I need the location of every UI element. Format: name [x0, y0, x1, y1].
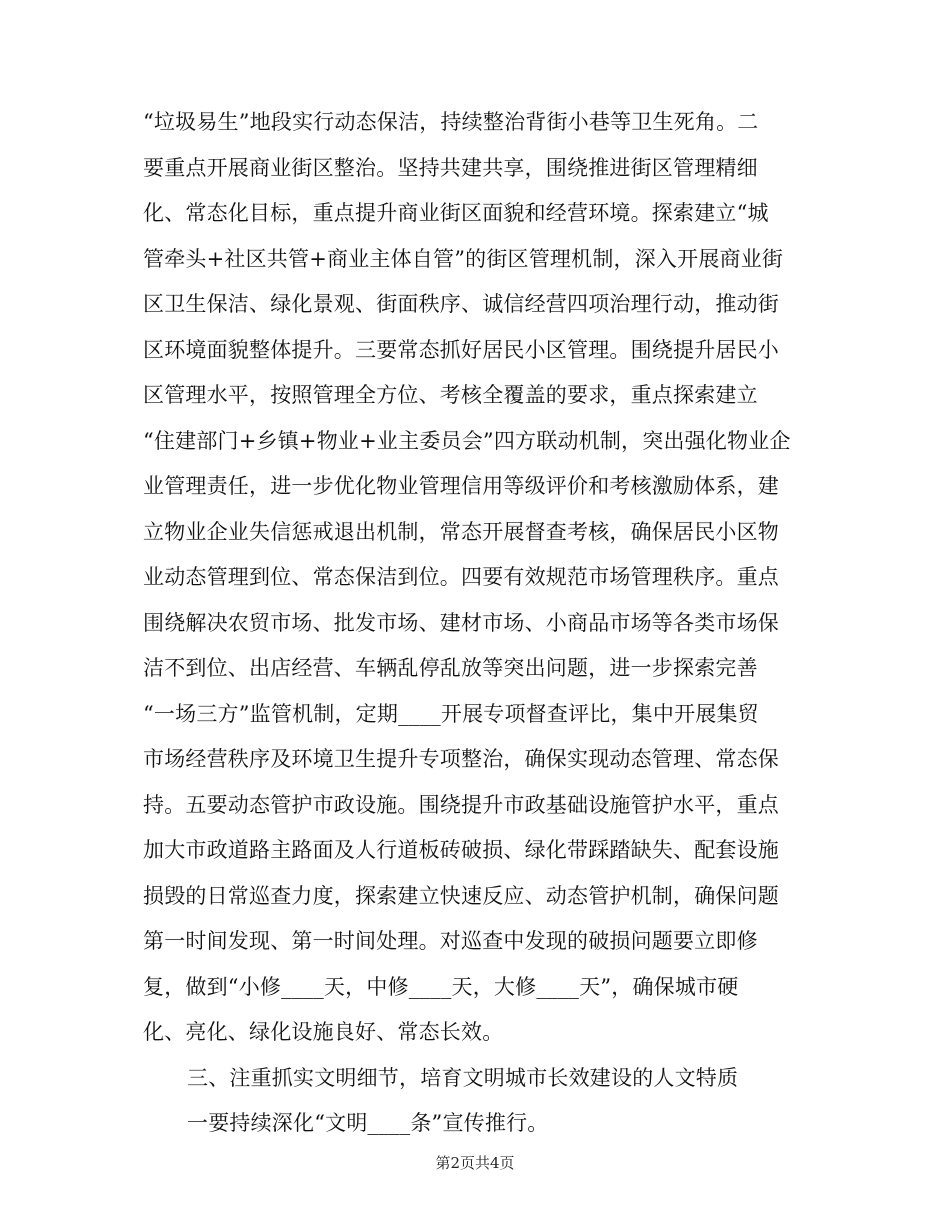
paragraph-line: 立物业企业失信惩戒退出机制，常态开展督查考核，确保居民小区物 [143, 519, 779, 544]
paragraph-line: “垃圾易生”地段实行动态保洁，持续整治背街小巷等卫生死角。二 [143, 110, 759, 134]
paragraph-line: 复，做到“小修____天，中修____天，大修____天”，确保城市硬 [143, 974, 739, 999]
paragraph-line: 管牵头+社区共管+商业主体自管”的街区管理机制，深入开展商业街 [143, 246, 784, 271]
paragraph-line: 区卫生保洁、绿化景观、街面秩序、诚信经营四项治理行动，推动街 [143, 292, 779, 316]
paragraph-line: 围绕解决农贸市场、批发市场、建材市场、小商品市场等各类市场保 [143, 610, 779, 635]
paragraph-line: 第一时间发现、第一时间处理。对巡查中发现的破损问题要立即修 [143, 929, 758, 953]
paragraph-line: “一场三方”监管机制，定期____开展专项督查评比，集中开展集贸 [143, 701, 759, 726]
paragraph-line: 市场经营秩序及环境卫生提升专项整治，确保实现动态管理、常态保 [143, 747, 779, 771]
paragraph-line: “住建部门+乡镇+物业+业主委员会”四方联动机制，突出强化物业企 [143, 428, 791, 453]
document-body [143, 100, 823, 1147]
paragraph-line: 加大市政道路主路面及人行道板砖破损、绿化带踩踏缺失、配套设施 [143, 838, 779, 862]
paragraph-line: 持。五要动态管护市政设施。围绕提升市政基础设施管护水平，重点 [143, 792, 779, 817]
paragraph-line: 要重点开展商业街区整治。坚持共建共享，围绕推进街区管理精细 [143, 155, 758, 180]
paragraph-line: 洁不到位、出店经营、车辆乱停乱放等突出问题，进一步探索完善 [143, 656, 758, 680]
section-heading: 三、注重抓实文明细节，培育文明城市长效建设的人文特质 [187, 1065, 739, 1090]
page-number-footer: 第2页共4页 [435, 1154, 515, 1172]
paragraph-line: 化、常态化目标，重点提升商业街区面貌和经营环境。探索建立“城 [143, 201, 769, 225]
paragraph-line: 一要持续深化“文明____条”宣传推行。 [187, 1111, 549, 1135]
paragraph-line: 业管理责任，进一步优化物业管理信用等级评价和考核激励体系，建 [143, 474, 779, 498]
paragraph-line: 损毁的日常巡查力度，探索建立快速反应、动态管护机制，确保问题 [143, 883, 779, 908]
paragraph-line: 化、亮化、绿化设施良好、常态长效。 [143, 1020, 504, 1044]
paragraph-line: 区管理水平，按照管理全方位、考核全覆盖的要求，重点探索建立 [143, 383, 758, 407]
paragraph-line: 区环境面貌整体提升。三要常态抓好居民小区管理。围绕提升居民小 [143, 337, 779, 362]
paragraph-line: 业动态管理到位、常态保洁到位。四要有效规范市场管理秩序。重点 [143, 565, 779, 589]
